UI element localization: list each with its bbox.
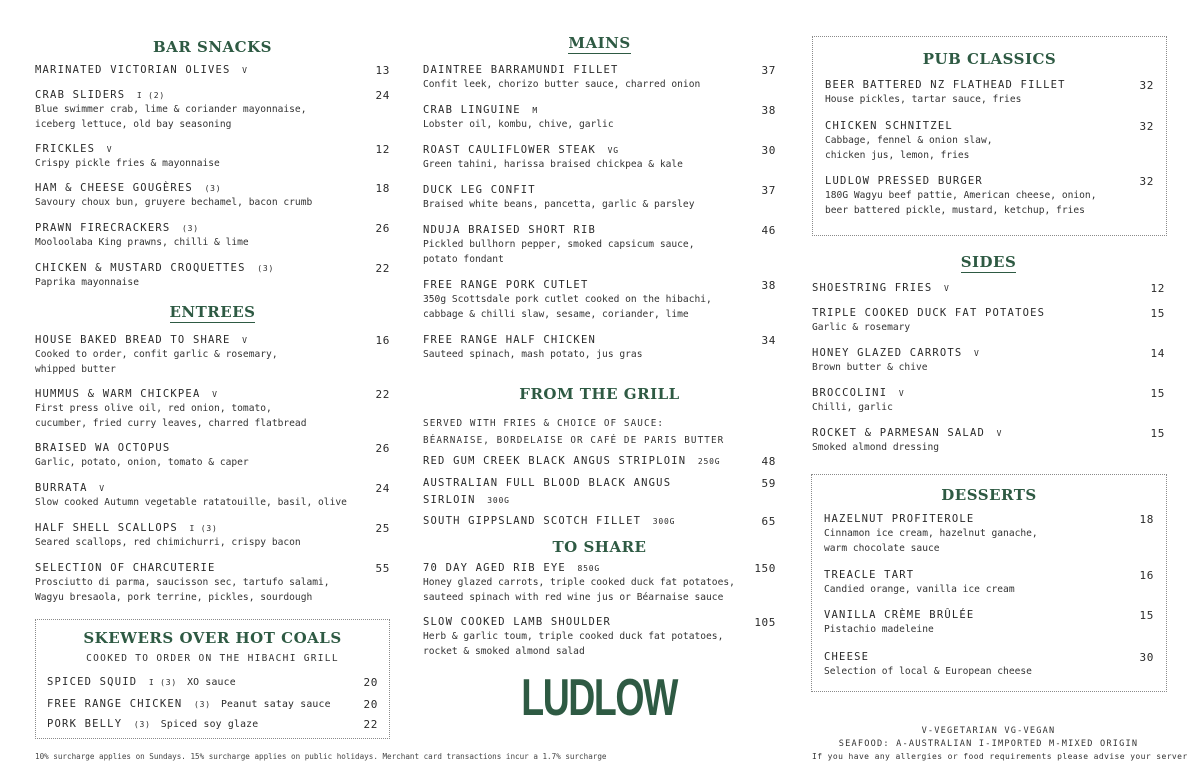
menu-item-price: 24 bbox=[375, 89, 390, 102]
menu-item-description-line: Sauteed spinach, mash potato, jus gras bbox=[423, 349, 643, 360]
menu-item bbox=[812, 387, 1165, 415]
menu-item-description bbox=[423, 237, 776, 267]
menu-item bbox=[824, 569, 1154, 597]
menu-item bbox=[423, 64, 776, 92]
legend-line-3: If you have any allergies or food requirements please advise your server bbox=[812, 752, 1188, 761]
menu-item-description-line: Blue swimmer crab, lime & coriander mayonnaise, bbox=[35, 104, 307, 115]
menu-item-title: FREE RANGE PORK CUTLET bbox=[423, 279, 589, 291]
menu-item-description bbox=[35, 455, 390, 470]
menu-item-name bbox=[812, 347, 1165, 359]
skewer-item-title: SPICED SQUID bbox=[47, 676, 138, 688]
menu-item-description bbox=[812, 440, 1165, 455]
menu-item bbox=[812, 347, 1165, 375]
menu-item-description-line: Prosciutto di parma, saucisson sec, tartufo salami, bbox=[35, 577, 330, 588]
menu-item-description-line: House pickles, tartar sauce, fries bbox=[825, 94, 1022, 105]
menu-item-description-line: chicken jus, lemon, fries bbox=[825, 150, 970, 161]
menu-item-description-line: Herb & garlic toum, triple cooked duck fat potatoes, bbox=[423, 631, 724, 642]
menu-item-title: HONEY GLAZED CARROTS bbox=[812, 347, 963, 359]
menu-item-description bbox=[423, 157, 776, 172]
menu-item-description-line: Honey glazed carrots, triple cooked duck fat potatoes, bbox=[423, 577, 735, 588]
menu-item-tag: (3) bbox=[198, 184, 222, 193]
to-share-title: TO SHARE bbox=[552, 538, 647, 556]
menu-item-description bbox=[824, 526, 1154, 556]
menu-item-name bbox=[423, 616, 776, 628]
grill-item bbox=[423, 477, 776, 506]
menu-item-tag: M bbox=[526, 106, 539, 115]
grill-item-weight: 250G bbox=[692, 457, 721, 466]
menu-item-description-line: Paprika mayonnaise bbox=[35, 277, 139, 288]
menu-item-name bbox=[35, 89, 390, 101]
menu-item-name bbox=[35, 182, 390, 194]
menu-item-price: 25 bbox=[375, 522, 390, 535]
sides-title: SIDES bbox=[960, 253, 1017, 271]
menu-item-title: ROAST CAULIFLOWER STEAK bbox=[423, 144, 596, 156]
menu-item-title: HAZELNUT PROFITEROLE bbox=[824, 513, 975, 525]
menu-item-price: 15 bbox=[1150, 307, 1165, 320]
menu-item-tag: V bbox=[938, 284, 950, 293]
menu-item-name bbox=[35, 562, 390, 574]
menu-item-name bbox=[423, 144, 776, 156]
menu-item-description-line: Cabbage, fennel & onion slaw, bbox=[825, 135, 993, 146]
menu-item-price: 18 bbox=[375, 182, 390, 195]
menu-item-tag: (3) bbox=[176, 224, 199, 233]
menu-item-tag: V bbox=[968, 349, 980, 358]
menu-item-description bbox=[423, 197, 776, 212]
grill-note-line-2: BÉARNAISE, BORDELAISE OR CAFÉ DE PARIS BUTTER bbox=[423, 435, 725, 446]
menu-item-tag: V bbox=[893, 389, 905, 398]
menu-item-description-line: rocket & smoked almond salad bbox=[423, 646, 585, 657]
menu-item-tag: V bbox=[991, 429, 1003, 438]
grill-item-price: 48 bbox=[761, 455, 776, 468]
menu-item-description-line: 180G Wagyu beef pattie, American cheese, onion, bbox=[825, 190, 1097, 201]
menu-item-description-line: warm chocolate sauce bbox=[824, 543, 940, 554]
menu-item-description bbox=[35, 235, 390, 250]
menu-item-tag: (3) bbox=[251, 264, 275, 273]
menu-item-price: 15 bbox=[1139, 609, 1154, 622]
menu-item-name bbox=[812, 307, 1165, 319]
menu-item-title: NDUJA BRAISED SHORT RIB bbox=[423, 224, 596, 236]
menu-item bbox=[824, 651, 1154, 679]
menu-item-name bbox=[423, 104, 776, 116]
menu-item-price: 55 bbox=[375, 562, 390, 575]
menu-item-description bbox=[812, 400, 1165, 415]
menu-item-description bbox=[824, 664, 1154, 679]
skewer-item bbox=[47, 698, 378, 710]
grill-note-line-1: SERVED WITH FRIES & CHOICE OF SAUCE: bbox=[423, 418, 665, 429]
menu-item-title: CRAB SLIDERS bbox=[35, 89, 126, 101]
menu-item-price: 12 bbox=[375, 143, 390, 156]
desserts-title: DESSERTS bbox=[941, 486, 1037, 504]
skewer-item-tag: I (3) bbox=[143, 678, 177, 687]
menu-item bbox=[423, 279, 776, 322]
grill-item-name bbox=[423, 515, 776, 527]
skewer-item-price: 20 bbox=[363, 676, 378, 689]
menu-item-description-line: Lobster oil, kombu, chive, garlic bbox=[423, 119, 614, 130]
menu-item-description-line: Braised white beans, pancetta, garlic & parsley bbox=[423, 199, 695, 210]
bar-snacks-heading-wrap bbox=[35, 38, 390, 56]
menu-item-price: 34 bbox=[761, 334, 776, 347]
skewer-item-title: PORK BELLY bbox=[47, 718, 123, 730]
menu-item-title: BEER BATTERED NZ FLATHEAD FILLET bbox=[825, 79, 1066, 91]
menu-item-description bbox=[423, 629, 776, 659]
menu-item-title: HALF SHELL SCALLOPS bbox=[35, 522, 178, 534]
menu-item-name bbox=[812, 427, 1165, 439]
menu-item-description bbox=[423, 575, 776, 605]
skewers-title: SKEWERS OVER HOT COALS bbox=[83, 629, 342, 647]
menu-item-title: CRAB LINGUINE bbox=[423, 104, 521, 116]
menu-item-name bbox=[35, 522, 390, 534]
menu-item-description-line: Brown butter & chive bbox=[812, 362, 928, 373]
grill-item bbox=[423, 515, 776, 527]
menu-item-name bbox=[35, 143, 390, 155]
menu-item-description bbox=[35, 347, 390, 377]
menu-item-title: DUCK LEG CONFIT bbox=[423, 184, 536, 196]
grill-item-price: 59 bbox=[761, 477, 776, 490]
menu-item-description bbox=[35, 535, 390, 550]
menu-item bbox=[35, 334, 390, 377]
menu-item-name bbox=[423, 64, 776, 76]
menu-item-price: 30 bbox=[761, 144, 776, 157]
menu-item bbox=[423, 104, 776, 132]
menu-item-description bbox=[35, 102, 390, 132]
menu-item-title: CHICKEN SCHNITZEL bbox=[825, 120, 953, 132]
menu-item-description bbox=[35, 495, 390, 510]
skewer-item-sauce: Peanut satay sauce bbox=[214, 699, 331, 710]
ludlow-logo: LUDLOW bbox=[521, 669, 678, 727]
menu-item-title: FREE RANGE HALF CHICKEN bbox=[423, 334, 596, 346]
menu-item-price: 24 bbox=[375, 482, 390, 495]
menu-item bbox=[812, 427, 1165, 455]
grill-item-title: AUSTRALIAN FULL BLOOD BLACK ANGUS bbox=[423, 477, 672, 489]
menu-item bbox=[812, 282, 1165, 294]
menu-item-name bbox=[423, 224, 776, 236]
menu-item-price: 26 bbox=[375, 222, 390, 235]
menu-item bbox=[35, 143, 390, 171]
menu-item-price: 15 bbox=[1150, 387, 1165, 400]
menu-item-title: LUDLOW PRESSED BURGER bbox=[825, 175, 983, 187]
menu-item-description bbox=[423, 292, 776, 322]
legend-line-1: V-VEGETARIAN VG-VEGAN bbox=[921, 726, 1056, 736]
menu-item-description-line: Wagyu bresaola, pork terrine, pickles, sourdough bbox=[35, 592, 313, 603]
bar-snacks-title: BAR SNACKS bbox=[153, 38, 272, 56]
desserts-heading-wrap bbox=[812, 486, 1166, 504]
menu-item-description-line: Pickled bullhorn pepper, smoked capsicum sauce, bbox=[423, 239, 695, 250]
menu-item-tag: V bbox=[93, 484, 105, 493]
menu-item-description-line: Chilli, garlic bbox=[812, 402, 893, 413]
menu-item-title: HOUSE BAKED BREAD TO SHARE bbox=[35, 334, 231, 346]
menu-item-name bbox=[812, 387, 1165, 399]
menu-item bbox=[35, 388, 390, 431]
menu-item-description-line: Slow cooked Autumn vegetable ratatouille, basil, olive bbox=[35, 497, 347, 508]
skewer-item-tag: (3) bbox=[188, 700, 211, 709]
menu-item-tag: V bbox=[236, 336, 248, 345]
legend-line-2: SEAFOOD: A-AUSTRALIAN I-IMPORTED M-MIXED ORIGIN bbox=[838, 739, 1139, 749]
menu-item-title: MARINATED VICTORIAN OLIVES bbox=[35, 64, 231, 76]
menu-item-description bbox=[35, 195, 390, 210]
menu-item-title: HUMMUS & WARM CHICKPEA bbox=[35, 388, 201, 400]
menu-item-price: 13 bbox=[375, 64, 390, 77]
menu-item-price: 16 bbox=[375, 334, 390, 347]
menu-item-title: TRIPLE COOKED DUCK FAT POTATOES bbox=[812, 307, 1046, 319]
share-heading-wrap bbox=[423, 538, 776, 556]
menu-item bbox=[423, 616, 776, 659]
skewers-subtitle: COOKED TO ORDER ON THE HIBACHI GRILL bbox=[86, 653, 339, 664]
grill-item-title: RED GUM CREEK BLACK ANGUS STRIPLOIN bbox=[423, 455, 687, 467]
menu-item bbox=[423, 184, 776, 212]
menu-item-description-line: Green tahini, harissa braised chickpea & kale bbox=[423, 159, 683, 170]
menu-item-price: 22 bbox=[375, 388, 390, 401]
menu-item bbox=[824, 513, 1154, 556]
grill-item-name bbox=[423, 477, 776, 489]
menu-item-description-line: Crispy pickle fries & mayonnaise bbox=[35, 158, 220, 169]
menu-item bbox=[35, 442, 390, 470]
menu-item-price: 26 bbox=[375, 442, 390, 455]
menu-item bbox=[824, 609, 1154, 637]
menu-item-price: 32 bbox=[1139, 120, 1154, 133]
skewer-item bbox=[47, 676, 378, 688]
column-middle bbox=[423, 0, 776, 779]
menu-item-title: SELECTION OF CHARCUTERIE bbox=[35, 562, 216, 574]
menu-item-description-line: Confit leek, chorizo butter sauce, charred onion bbox=[423, 79, 701, 90]
menu-item-description-line: Pistachio madeleine bbox=[824, 624, 934, 635]
menu-item-description bbox=[35, 401, 390, 431]
menu-item-description-line: beer battered pickle, mustard, ketchup, fries bbox=[825, 205, 1085, 216]
menu-item-title: TREACLE TART bbox=[824, 569, 915, 581]
grill-item-name-2 bbox=[423, 494, 776, 506]
menu-item bbox=[35, 562, 390, 605]
menu-item bbox=[35, 182, 390, 210]
grill-title: FROM THE GRILL bbox=[519, 385, 680, 403]
menu-item bbox=[35, 522, 390, 550]
grill-item-name bbox=[423, 455, 776, 467]
pub-classics-title: PUB CLASSICS bbox=[922, 50, 1057, 68]
menu-item-name bbox=[35, 262, 390, 274]
menu-item-title: DAINTREE BARRAMUNDI FILLET bbox=[423, 64, 619, 76]
menu-item-title: VANILLA CRÈME BRÛLÉE bbox=[824, 609, 975, 621]
menu-item-title: PRAWN FIRECRACKERS bbox=[35, 222, 171, 234]
menu-item-name bbox=[812, 282, 1165, 294]
menu-item-title: BROCCOLINI bbox=[812, 387, 888, 399]
menu-item-name bbox=[423, 279, 776, 291]
skewer-item-tag: (3) bbox=[128, 720, 151, 729]
menu-item-description bbox=[35, 156, 390, 171]
menu-item-tag: V bbox=[206, 390, 218, 399]
skewer-item-name bbox=[47, 698, 378, 710]
menu-item-description-line: Cooked to order, confit garlic & rosemary, bbox=[35, 349, 278, 360]
menu-item-description bbox=[423, 77, 776, 92]
menu-item bbox=[35, 89, 390, 132]
grill-item-title-2: SIRLOIN bbox=[423, 494, 476, 506]
menu-item-title: CHEESE bbox=[824, 651, 870, 663]
menu-item-name bbox=[35, 222, 390, 234]
menu-item-name bbox=[35, 388, 390, 400]
menu-item-price: 15 bbox=[1150, 427, 1165, 440]
menu-item-tag: V bbox=[236, 66, 248, 75]
menu-item-price: 38 bbox=[761, 279, 776, 292]
menu-item-name bbox=[35, 482, 390, 494]
skewer-item-name bbox=[47, 676, 378, 688]
sides-heading-wrap bbox=[812, 253, 1165, 273]
menu-item bbox=[35, 262, 390, 290]
menu-item-name bbox=[423, 562, 776, 574]
menu-item-price: 32 bbox=[1139, 79, 1154, 92]
menu-item bbox=[35, 222, 390, 250]
menu-item-description-line: Cinnamon ice cream, hazelnut ganache, bbox=[824, 528, 1038, 539]
skewers-box bbox=[35, 619, 390, 739]
grill-item-price: 65 bbox=[761, 515, 776, 528]
menu-item-tag: V bbox=[101, 145, 113, 154]
skewer-item-sauce: Spiced soy glaze bbox=[154, 719, 259, 730]
menu-item-description-line: Selection of local & European cheese bbox=[824, 666, 1032, 677]
menu-item-name bbox=[824, 609, 1154, 621]
skewers-heading-wrap bbox=[36, 629, 389, 647]
menu-item bbox=[423, 144, 776, 172]
menu-item bbox=[35, 64, 390, 76]
menu-item-description-line: 350g Scottsdale pork cutlet cooked on the hibachi, bbox=[423, 294, 712, 305]
menu-item-description-line: cabbage & chilli slaw, sesame, coriander, lime bbox=[423, 309, 689, 320]
menu-item-description-line: sauteed spinach with red wine jus or Béarnaise sauce bbox=[423, 592, 724, 603]
grill-item-weight: 300G bbox=[481, 496, 510, 505]
menu-item bbox=[423, 334, 776, 362]
surcharge-footer: 10% surcharge applies on Sundays. 15% surcharge applies on public holidays. Merchant card transactions incur a 1.7% surcharge bbox=[35, 752, 607, 761]
skewer-item bbox=[47, 718, 378, 730]
skewer-item-price: 22 bbox=[363, 718, 378, 731]
menu-item-title: CHICKEN & MUSTARD CROQUETTES bbox=[35, 262, 246, 274]
menu-item bbox=[35, 482, 390, 510]
menu-item-price: 38 bbox=[761, 104, 776, 117]
skewer-item-name bbox=[47, 718, 378, 730]
menu-item-description bbox=[824, 582, 1154, 597]
menu-item-price: 22 bbox=[375, 262, 390, 275]
menu-item-tag: I (3) bbox=[183, 524, 218, 533]
logo-wrap bbox=[423, 668, 776, 728]
mains-heading-wrap bbox=[423, 34, 776, 54]
menu-item-price: 37 bbox=[761, 64, 776, 77]
skewer-item-price: 20 bbox=[363, 698, 378, 711]
menu-item-price: 37 bbox=[761, 184, 776, 197]
menu-item-name bbox=[35, 442, 390, 454]
menu-item-title: SLOW COOKED LAMB SHOULDER bbox=[423, 616, 612, 628]
menu-item-description bbox=[824, 622, 1154, 637]
menu-item-name bbox=[35, 334, 390, 346]
menu-item-price: 32 bbox=[1139, 175, 1154, 188]
grill-item-title: SOUTH GIPPSLAND SCOTCH FILLET bbox=[423, 515, 642, 527]
menu-item-price: 46 bbox=[761, 224, 776, 237]
menu-item-price: 18 bbox=[1139, 513, 1154, 526]
desserts-box bbox=[811, 474, 1167, 692]
menu-item-name bbox=[423, 184, 776, 196]
menu-item-title: FRICKLES bbox=[35, 143, 96, 155]
menu-item-description-line: iceberg lettuce, old bay seasoning bbox=[35, 119, 232, 130]
grill-heading-wrap bbox=[423, 385, 776, 403]
menu-item-title: BURRATA bbox=[35, 482, 88, 494]
entrees-title: ENTREES bbox=[169, 303, 256, 321]
grill-note bbox=[423, 415, 776, 449]
menu-item-description bbox=[812, 320, 1165, 335]
menu-item-description-line: First press olive oil, red onion, tomato, bbox=[35, 403, 272, 414]
menu-item-title: HAM & CHEESE GOUGÈRES bbox=[35, 182, 193, 194]
menu-item-description bbox=[812, 360, 1165, 375]
menu-item-description-line: Savoury choux bun, gruyere bechamel, bacon crumb bbox=[35, 197, 313, 208]
menu-item-name bbox=[35, 64, 390, 76]
menu-item-description-line: cucumber, fried curry leaves, charred flatbread bbox=[35, 418, 307, 429]
menu-item-title: ROCKET & PARMESAN SALAD bbox=[812, 427, 985, 439]
grill-item-weight: 300G bbox=[647, 517, 676, 526]
menu-item-price: 105 bbox=[754, 616, 776, 629]
menu-item-description bbox=[423, 117, 776, 132]
menu-item-name bbox=[423, 334, 776, 346]
menu-item-description-line: Seared scallops, red chimichurri, crispy bacon bbox=[35, 537, 301, 548]
menu-item-description-line: Garlic, potato, onion, tomato & caper bbox=[35, 457, 249, 468]
menu-item-description-line: Smoked almond dressing bbox=[812, 442, 940, 453]
menu-item-description-line: Candied orange, vanilla ice cream bbox=[824, 584, 1015, 595]
menu-item-name bbox=[824, 569, 1154, 581]
menu-item-description-line: potato fondant bbox=[423, 254, 504, 265]
menu-item-title: SHOESTRING FRIES bbox=[812, 282, 933, 294]
skewer-item-title: FREE RANGE CHICKEN bbox=[47, 698, 183, 710]
menu-item-description-line: whipped butter bbox=[35, 364, 116, 375]
menu-item bbox=[423, 224, 776, 267]
menu-item bbox=[812, 307, 1165, 335]
menu-item bbox=[423, 562, 776, 605]
menu-item-tag: 850G bbox=[571, 564, 601, 573]
menu-item-price: 16 bbox=[1139, 569, 1154, 582]
menu-item-price: 30 bbox=[1139, 651, 1154, 664]
menu-item-price: 150 bbox=[754, 562, 776, 575]
menu-item-description bbox=[35, 575, 390, 605]
menu-item-name bbox=[824, 651, 1154, 663]
menu-item-price: 12 bbox=[1150, 282, 1165, 295]
menu-item-description-line: Mooloolaba King prawns, chilli & lime bbox=[35, 237, 249, 248]
menu-item-title: 70 DAY AGED RIB EYE bbox=[423, 562, 566, 574]
menu-item-description bbox=[423, 347, 776, 362]
menu-item-tag: VG bbox=[602, 146, 619, 155]
grill-item bbox=[423, 455, 776, 467]
menu-item-price: 14 bbox=[1150, 347, 1165, 360]
menu-item-tag: I (2) bbox=[131, 91, 165, 100]
menu-item-name bbox=[824, 513, 1154, 525]
menu-item-title: BRAISED WA OCTOPUS bbox=[35, 442, 171, 454]
entrees-heading-wrap bbox=[35, 303, 390, 323]
menu-item-description-line: Garlic & rosemary bbox=[812, 322, 911, 333]
skewer-item-sauce: XO sauce bbox=[180, 677, 236, 688]
mains-title: MAINS bbox=[568, 34, 631, 52]
menu-item-description bbox=[35, 275, 390, 290]
